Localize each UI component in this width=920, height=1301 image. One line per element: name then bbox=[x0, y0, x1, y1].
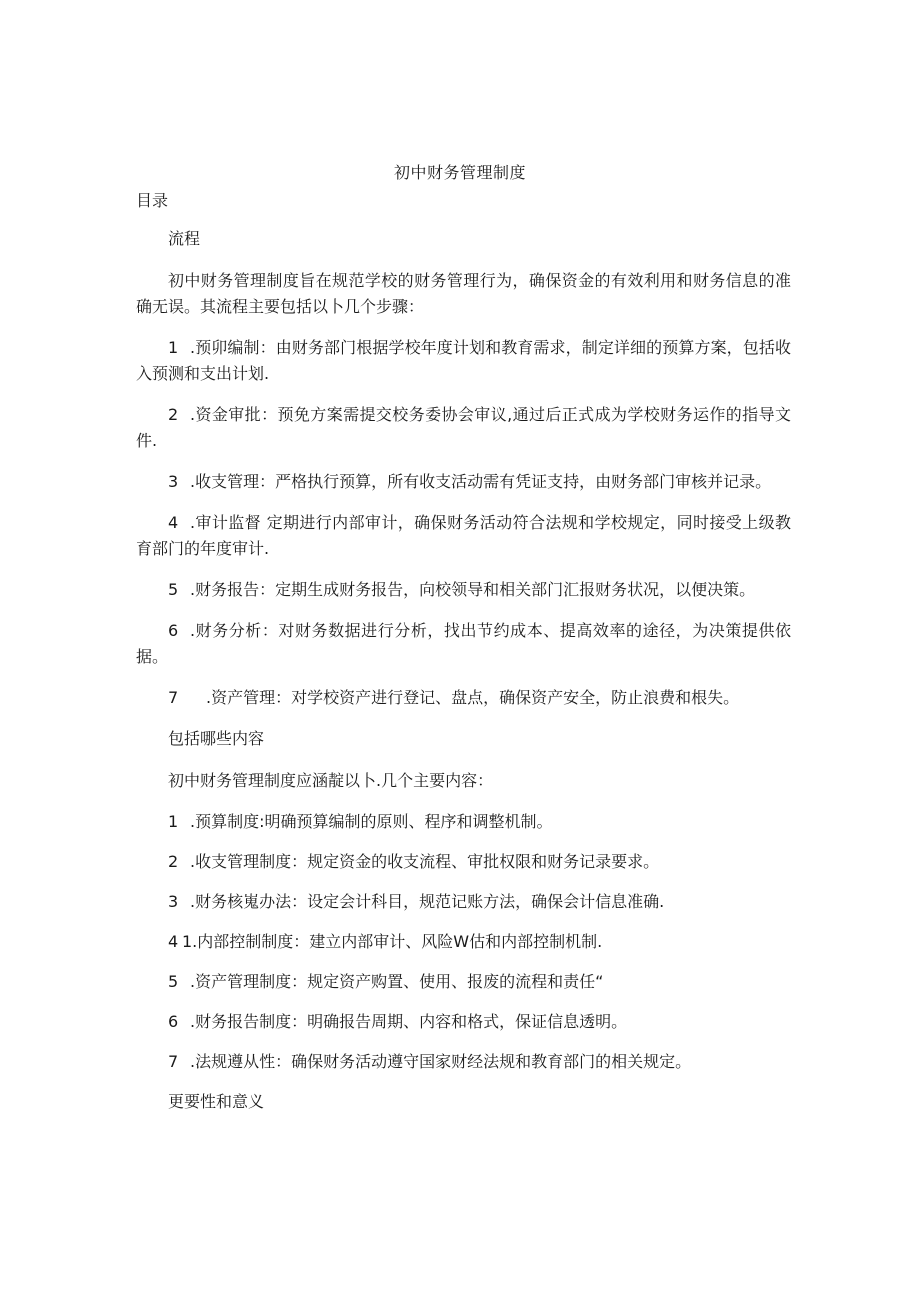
section-intro: 初中财务管理制度应涵靛以卜.几个主要内容： bbox=[168, 771, 494, 790]
list-item bbox=[136, 929, 791, 955]
item-number: 2 bbox=[168, 405, 179, 424]
list-item bbox=[136, 969, 791, 995]
item-text: .财务核嵬办法：设定会计科目，规范记账方法，确保会计信息准确. bbox=[190, 892, 665, 911]
item-text: .审计监督 定期进行内部审计，确保财务活动符合法规和学校规定，同时接受上级教育部门的年度审计. bbox=[136, 513, 791, 558]
item-text: .预算制度:明确预算编制的原则、程序和调整机制。 bbox=[190, 812, 553, 831]
section-heading: 流程 bbox=[168, 229, 201, 248]
list-item bbox=[136, 685, 791, 711]
item-number: 1 bbox=[168, 812, 179, 831]
item-number: 6 bbox=[168, 1012, 179, 1031]
item-number: 3 bbox=[168, 892, 179, 911]
item-text: .财务报告：定期生成财务报告，向校领导和相关部门汇报财务状况，以便决策。 bbox=[190, 580, 756, 599]
section-contents bbox=[136, 726, 791, 1075]
item-number: 5 bbox=[168, 580, 179, 599]
document-body bbox=[136, 226, 791, 1131]
item-text: .预卯编制：由财务部门根据学校年度计划和教育需求，制定详细的预算方案，包括收入预测和支出计划. bbox=[136, 338, 791, 383]
list-item bbox=[136, 469, 791, 495]
item-number: 5 bbox=[168, 972, 179, 991]
item-number: 1 bbox=[168, 338, 179, 357]
item-number: 4 bbox=[168, 932, 179, 951]
document-title: 初中财务管理制度 bbox=[393, 163, 526, 182]
item-number: 4 bbox=[168, 513, 179, 532]
section-importance bbox=[136, 1089, 791, 1115]
item-text: .法规遵从性：确保财务活动遵守国家财经法规和教育部门的相关规定。 bbox=[190, 1052, 692, 1071]
list-item bbox=[136, 809, 791, 835]
list-item bbox=[136, 849, 791, 875]
item-text: 1.内部控制制度：建立内部审计、风险W估和内部控制机制. bbox=[182, 932, 603, 951]
item-text: .资产管理：对学校资产进行登记、盘点，确保资产安全，防止浪费和根失。 bbox=[206, 688, 740, 707]
section-intro: 初中财务管理制度旨在规范学校的财务管理行为，确保资金的有效利用和财务信息的准确无误。其流程主要包括以卜几个步骤： bbox=[136, 271, 791, 316]
list-item bbox=[136, 510, 791, 562]
list-item bbox=[136, 402, 791, 454]
list-item bbox=[136, 889, 791, 915]
section-heading: 包括哪些内容 bbox=[168, 729, 265, 748]
item-text: .财务报告制度：明确报告周期、内容和格式，保证信息透明。 bbox=[190, 1012, 628, 1031]
item-number: 3 bbox=[168, 472, 179, 491]
toc-label: 目录 bbox=[136, 191, 169, 210]
item-number: 7 bbox=[168, 1052, 179, 1071]
item-text: .资产管理制度：规定资产购置、使用、报废的流程和责任“ bbox=[190, 972, 604, 991]
section-process bbox=[136, 226, 791, 711]
item-text: .财务分析：对财务数据进行分析，找出节约成本、提高效率的途径，为决策提供依据。 bbox=[136, 621, 791, 666]
item-number: 7 bbox=[168, 688, 179, 707]
list-item bbox=[136, 577, 791, 603]
list-item bbox=[136, 1009, 791, 1035]
list-item bbox=[136, 618, 791, 670]
item-number: 6 bbox=[168, 621, 179, 640]
section-heading: 更要性和意义 bbox=[168, 1092, 265, 1111]
item-text: .收支管理制度：规定资金的收支流程、审批权限和财务记录要求。 bbox=[190, 852, 660, 871]
list-item bbox=[136, 335, 791, 387]
item-number: 2 bbox=[168, 852, 179, 871]
item-text: .资金审批：预免方案需提交校务委协会审议,通过后正式成为学校财务运作的指导文件. bbox=[136, 405, 791, 450]
list-item bbox=[136, 1049, 791, 1075]
item-text: .收支管理：严格执行预算，所有收支活动需有凭证支持，由财务部门审核并记录。 bbox=[190, 472, 772, 491]
